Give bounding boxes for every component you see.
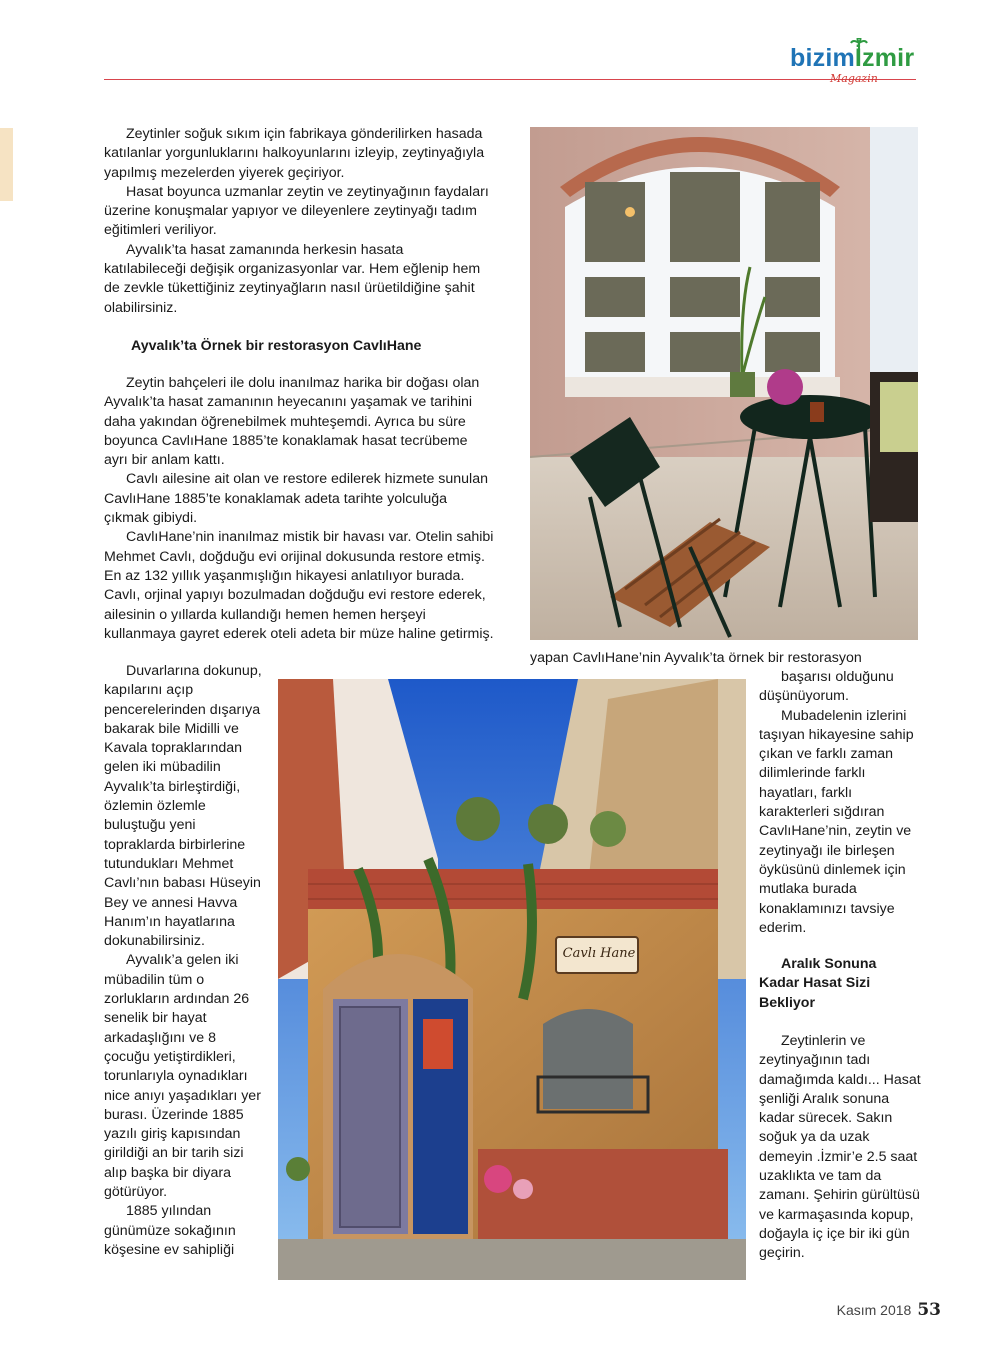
paragraph: Zeytinlerin ve zeytinyağının tadı damağımda kaldı... Hasat şenliği Aralık sonuna kadar sürecek. Sakın soğuk ya da uzak demeyin .İzmir’e 2.5 saat uzaklıkta ve tam da zamanı. Şehirin gürültüsü ve karmaşasında kopup, doğayla iç içe bir iki gün geçirin. — [759, 1033, 921, 1262]
logo-word-bizim: bizim — [790, 44, 855, 72]
body-narrow-col — [104, 662, 262, 1260]
page-edge-tab — [0, 128, 13, 201]
logo-magazin: Magazin — [830, 72, 878, 85]
paragraph: Duvarlarına dokunup, kapılarını açıp pencerelerinden dışarıya bakarak bile Midilli ve Kavala topraklarından gelen iki mübadilin Ayvalık’ta birleştirdiği, özlemin özlemle buluştuğu yeni topraklarda birbirlerine tutundukları Mehmet Cavlı’nın babası Hüseyin Bey ve annesi Havva Hanım’ın hayatlarına dokunabilirsiniz. — [104, 663, 262, 950]
body-right-col — [759, 668, 921, 938]
section-heading-hasat: Aralık Sonuna Kadar Hasat Sizi Bekliyor — [759, 956, 877, 1011]
paragraph: Ayvalık’ta hasat zamanında herkesin hasata katılabileceği değişik organizasyonlar var. Hem eğlenip hem de zevkle tükettiğiniz zeytinyağların nasıl ürüetildiğine şahit olabilirsiniz. — [104, 241, 481, 316]
paragraph: Cavlı ailesine ait olan ve restore edilerek hizmete sunulan CavlıHane 1885’te konaklamak adeta tarihte yolculuğa çıkmak gibiydi. — [104, 471, 488, 527]
bizimizmir-logo[interactable] — [790, 44, 925, 94]
body-right-col2 — [759, 1032, 921, 1264]
palm-icon — [850, 38, 868, 52]
body-col1-mid — [104, 374, 494, 644]
page-number: 53 — [917, 1300, 941, 1320]
page-footer — [837, 1300, 941, 1320]
cavlihane-sign: Cavlı Hane — [562, 946, 636, 961]
paragraph: başarısı olduğunu düşünüyorum. — [759, 669, 894, 705]
issue-date: Kasım 2018 — [836, 1302, 912, 1318]
paragraph: Zeytin bahçeleri ile dolu inanılmaz harika bir doğası olan Ayvalık’ta hasat zamanının heyecanını yaşamak ve tarihini daha yakından öğrenebilmek muhteşemdi. Ayrıca bu süre boyunca CavlıHane 1885’te konaklamak hasat tecrübeme ayrı bir anlam kattı. — [104, 375, 480, 469]
paragraph: Mubadelenin izlerini taşıyan hikayesine sahip çıkan ve farklı zaman dilimlerinde farklı hayatları, farklı karakterleri sığdıran CavlıHane’nin, zeytin ve zeytinyağı ile birleşen öyküsünü dinlemek için mutlaka burada konaklamınızı tavsiye ederim. — [759, 707, 914, 936]
logo-word-izmir: İzmir — [854, 44, 915, 72]
paragraph: CavlıHane’nin inanılmaz mistik bir havası var. Otelin sahibi Mehmet Cavlı, doğduğu evi orijinal dokusunda restore etmiş. En az 132 yıllık yaşanmışlığın hikayesi anlatılıyor burada. Cavlı, orjinal yapıyı bozulmadan doğduğu evi restore ederek, ailesinin o yıllarda kullandığı hemen hemen herşeyi kullanmaya gayret ederek oteli adeta bir müze haline getirmiş. — [104, 529, 494, 642]
section-heading-cavlihane: Ayvalık’ta Örnek bir restorasyon CavlıHane — [131, 338, 422, 354]
body-col1-top — [104, 125, 489, 318]
photo-window-balcony — [530, 127, 918, 640]
paragraph: 1885 yılından günümüze sokağının köşesine ev sahipliği — [104, 1203, 236, 1258]
paragraph: Zeytinler soğuk sıkım için fabrikaya gönderilirken hasada katılanlar yorgunluklarını halkoyunlarını izleyip, zeytinyağıyla yapılmış mezelerden yiyerek geçiriyor. — [104, 126, 485, 181]
photo-cavlihane-entrance — [278, 679, 746, 1280]
paragraph: Hasat boyunca uzmanlar zeytin ve zeytinyağının faydaları üzerine konuşmalar yapıyor ve dileyenlere zeytinyağı tadım eğitimleri veriliyor. — [104, 183, 489, 239]
continuation-line: yapan CavlıHane’nin Ayvalık’ta örnek bir restorasyon — [530, 650, 862, 666]
paragraph: Ayvalık’a gelen iki mübadilin tüm o zorlukların ardından 26 senelik bir hayat arkadaşlığını ve 8 çocuğu yetiştirdikleri, torunlarıyla oynadıkları nice anıyı yaşadıkları yer burası. Üzerinde 1885 yazılı giriş kapısından girildiği an bir tarih sizi alıp başka bir diyara götürüyor. — [104, 952, 261, 1201]
